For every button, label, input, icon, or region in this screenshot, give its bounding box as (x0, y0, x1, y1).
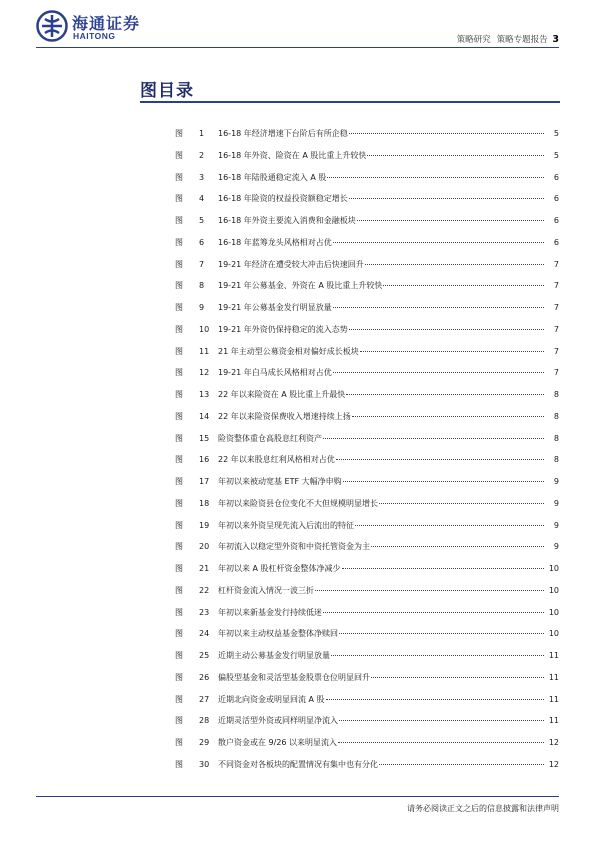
toc-entry-number: 19 (199, 520, 210, 530)
toc-entry-label: 图 (175, 716, 183, 726)
toc-entry-title: 年初以来外资呈现先流入后流出的特征 (218, 520, 354, 530)
toc-entry-label: 图 (175, 172, 183, 182)
toc-entry-title: 近期主动公募基金发行明显放量 (218, 651, 330, 660)
toc-entry-number: 4 (199, 194, 205, 204)
toc-entry[interactable] (175, 520, 559, 542)
toc-entry-label: 图 (175, 455, 183, 465)
toc-entry-title: 19-21 年公募基金、外资在 A 股比重上升较快 (218, 281, 383, 291)
toc-entry-label: 图 (175, 194, 183, 204)
toc-entry-label: 图 (175, 738, 183, 747)
toc-leader-dots (352, 416, 544, 417)
toc-leader-dots (357, 220, 544, 221)
toc-entry-title: 21 年主动型公募资金相对偏好成长板块 (218, 346, 359, 356)
toc-entry[interactable] (175, 302, 559, 324)
toc-entry[interactable] (175, 628, 559, 650)
toc-entry-title: 19-21 年经济在遭受较大冲击后快速回升 (218, 259, 364, 269)
toc-entry[interactable] (175, 454, 559, 476)
toc-entry-number: 20 (199, 542, 210, 552)
toc-entry-page: 7 (553, 324, 559, 334)
toc-entry[interactable] (175, 585, 559, 607)
toc-entry[interactable] (175, 237, 559, 259)
toc-entry[interactable] (175, 476, 559, 498)
toc-entry-page: 12 (548, 738, 559, 747)
toc-entry-number: 1 (199, 129, 205, 138)
page-header (0, 0, 595, 52)
toc-entry-number: 6 (199, 237, 205, 247)
logo-chinese-name: 海通证券 (72, 14, 141, 33)
toc-entry-number: 8 (199, 281, 205, 291)
toc-entry-page: 6 (553, 172, 559, 182)
toc-entry[interactable] (175, 563, 559, 585)
toc-leader-dots (371, 546, 544, 547)
toc-entry-number: 27 (199, 694, 210, 704)
toc-entry-title: 年初以来 A 股杠杆资金整体净减少 (218, 564, 341, 573)
toc-entry-title: 16-18 年经济增速下台阶后有所企稳 (218, 129, 348, 138)
company-logo (36, 10, 146, 46)
toc-leader-dots (349, 133, 544, 134)
toc-entry-title: 近期灵活型外资或同样明显净流入 (218, 716, 338, 726)
toc-leader-dots (339, 720, 544, 721)
toc-entry-number: 28 (199, 716, 210, 726)
toc-leader-dots (315, 590, 544, 591)
toc-entry-label: 图 (175, 216, 183, 225)
toc-leader-dots (371, 677, 544, 678)
toc-entry[interactable] (175, 541, 559, 563)
toc-entry-title: 不同资金对各板块的配置情况有集中也有分化 (218, 759, 378, 769)
toc-entry-page: 8 (553, 433, 559, 443)
toc-entry-label: 图 (175, 564, 183, 573)
toc-entry-number: 10 (199, 324, 210, 334)
haitong-logo-icon (36, 10, 68, 42)
toc-entry[interactable] (175, 694, 559, 716)
toc-entry-number: 21 (199, 564, 210, 573)
toc-entry-number: 9 (199, 303, 205, 312)
toc-leader-dots (323, 438, 544, 439)
toc-entry[interactable] (175, 172, 559, 194)
toc-leader-dots (326, 699, 544, 700)
toc-entry-number: 23 (199, 607, 210, 617)
toc-entry-number: 26 (199, 672, 210, 682)
toc-entry[interactable] (175, 433, 559, 455)
toc-entry-page: 9 (553, 520, 559, 530)
toc-entry-number: 30 (199, 759, 210, 769)
toc-entry-page: 6 (553, 216, 559, 225)
toc-entry-number: 18 (199, 498, 210, 508)
toc-entry[interactable] (175, 737, 559, 759)
toc-entry-number: 29 (199, 738, 210, 747)
toc-entry-title: 近期北向资金或明显回流 A 股 (218, 694, 325, 704)
toc-entry-page: 8 (553, 390, 559, 399)
toc-entry-label: 图 (175, 150, 183, 160)
toc-entry-page: 10 (548, 629, 559, 639)
toc-entry[interactable] (175, 215, 559, 237)
logo-english-name: HAITONG (73, 31, 116, 41)
toc-entry[interactable] (175, 259, 559, 281)
toc-entry-label: 图 (175, 651, 183, 660)
toc-entry-number: 14 (199, 411, 210, 421)
toc-entry[interactable] (175, 128, 559, 150)
toc-entry-label: 图 (175, 346, 183, 356)
toc-entry-label: 图 (175, 607, 183, 617)
toc-entry-label: 图 (175, 542, 183, 552)
toc-entry-number: 16 (199, 455, 210, 465)
title-divider (140, 101, 560, 103)
toc-entry-title: 年初以来险资县仓位变化不大但规模明显增长 (218, 498, 378, 508)
toc-entry-page: 12 (548, 759, 559, 769)
toc-entry-number: 15 (199, 433, 210, 443)
toc-entry-label: 图 (175, 281, 183, 291)
footer-divider (36, 796, 559, 797)
toc-entry-page: 9 (553, 542, 559, 552)
toc-entry-number: 7 (199, 259, 205, 269)
toc-entry-page: 5 (553, 129, 559, 138)
toc-entry-label: 图 (175, 411, 183, 421)
toc-entry-page: 11 (548, 672, 559, 682)
toc-leader-dots (355, 525, 544, 526)
toc-entry-title: 19-21 年公募基金发行明显放量 (218, 303, 332, 312)
toc-entry-page: 7 (553, 346, 559, 356)
toc-entry[interactable] (175, 672, 559, 694)
toc-entry-number: 12 (199, 368, 210, 378)
toc-entry-title: 16-18 年陆股通稳定流入 A 股 (218, 172, 327, 182)
toc-entry-page: 10 (548, 585, 559, 595)
toc-entry-number: 24 (199, 629, 210, 639)
toc-leader-dots (339, 633, 544, 634)
toc-entry[interactable] (175, 150, 559, 172)
toc-entry-page: 10 (548, 607, 559, 617)
toc-entry-title: 16-18 年外资、险资在 A 股比重上升较快 (218, 150, 367, 160)
toc-entry-page: 11 (548, 651, 559, 660)
toc-entry-title: 19-21 年白马成长风格相对占优 (218, 368, 332, 378)
page-title: 图目录 (140, 81, 194, 101)
toc-entry-number: 5 (199, 216, 205, 225)
toc-leader-dots (333, 372, 544, 373)
toc-entry-title: 年初以来被动宽基 ETF 大幅净申购 (218, 477, 342, 486)
toc-leader-dots (338, 742, 544, 743)
toc-entry-label: 图 (175, 477, 183, 486)
toc-entry-page: 5 (553, 150, 559, 160)
toc-entry[interactable] (175, 759, 559, 781)
toc-entry-title: 22 年以来股息红利风格相对占优 (218, 455, 335, 465)
toc-leader-dots (367, 155, 544, 156)
toc-entry-label: 图 (175, 368, 183, 378)
toc-entry-label: 图 (175, 433, 183, 443)
toc-entry[interactable] (175, 411, 559, 433)
report-type: 策略专题报告 (496, 35, 548, 45)
toc-entry-title: 16-18 年外资主要流入消费和金融板块 (218, 216, 356, 225)
toc-entry[interactable] (175, 193, 559, 215)
toc-entry-label: 图 (175, 694, 183, 704)
toc-entry-page: 9 (553, 477, 559, 486)
toc-entry[interactable] (175, 498, 559, 520)
toc-entry-page: 11 (548, 716, 559, 726)
toc-entry[interactable] (175, 607, 559, 629)
toc-entry-label: 图 (175, 585, 183, 595)
toc-entry[interactable] (175, 280, 559, 302)
toc-entry-title: 16-18 年险资的权益投资额稳定增长 (218, 194, 348, 204)
toc-leader-dots (333, 307, 544, 308)
toc-entry-label: 图 (175, 520, 183, 530)
toc-entry-number: 11 (199, 346, 210, 356)
toc-leader-dots (333, 242, 544, 243)
toc-entry-title: 19-21 年外资仍保持稳定的流入态势 (218, 324, 348, 334)
report-category: 策略研究 (456, 35, 491, 45)
toc-entry[interactable] (175, 367, 559, 389)
toc-leader-dots (379, 764, 544, 765)
figure-list (175, 128, 559, 781)
toc-entry-label: 图 (175, 498, 183, 508)
toc-entry-title: 险资整体重仓高股息红利资产 (218, 433, 322, 443)
toc-entry-title: 散户资金或在 9/26 以来明显流入 (218, 738, 338, 747)
toc-leader-dots (323, 612, 544, 613)
toc-entry-title: 年初以来新基金发行持续低迷 (218, 607, 322, 617)
toc-entry-title: 偏股型基金和灵活型基金股票仓位明显回升 (218, 672, 370, 682)
toc-entry-title: 16-18 年蓝筹龙头风格相对占优 (218, 237, 332, 247)
page-number: 3 (552, 34, 559, 45)
toc-leader-dots (349, 329, 544, 330)
toc-entry-page: 6 (553, 194, 559, 204)
toc-entry-label: 图 (175, 629, 183, 639)
toc-entry-label: 图 (175, 237, 183, 247)
toc-leader-dots (379, 503, 544, 504)
toc-entry-title: 22 年以来险资保费收入增速持续上扬 (218, 411, 351, 421)
footer-disclaimer: 请务必阅读正文之后的信息披露和法律声明 (407, 804, 559, 813)
toc-entry-number: 3 (199, 172, 205, 182)
toc-entry[interactable] (175, 650, 559, 672)
toc-entry-page: 7 (553, 259, 559, 269)
toc-entry-number: 13 (199, 390, 210, 399)
toc-entry-page: 7 (553, 303, 559, 312)
toc-entry-number: 22 (199, 585, 210, 595)
toc-entry-title: 年初以来主动权益基金整体净赎回 (218, 629, 338, 639)
toc-entry-number: 17 (199, 477, 210, 486)
toc-leader-dots (331, 655, 544, 656)
toc-entry-title: 年初流入以稳定型外资和中资托管资金为主 (218, 542, 370, 552)
toc-leader-dots (383, 285, 544, 286)
toc-entry-page: 7 (553, 368, 559, 378)
toc-entry[interactable] (175, 389, 559, 411)
toc-entry[interactable] (175, 324, 559, 346)
toc-entry-page: 8 (553, 455, 559, 465)
toc-entry-title: 22 年以来险资在 A 股比重上升最快 (218, 390, 346, 399)
toc-entry-page: 7 (553, 281, 559, 291)
toc-leader-dots (360, 351, 544, 352)
report-meta (457, 33, 559, 45)
toc-entry-label: 图 (175, 672, 183, 682)
toc-entry-page: 6 (553, 237, 559, 247)
toc-leader-dots (349, 198, 544, 199)
toc-entry-page: 11 (548, 694, 559, 704)
toc-leader-dots (365, 264, 544, 265)
toc-leader-dots (346, 394, 544, 395)
toc-leader-dots (336, 459, 544, 460)
toc-entry-title: 杠杆资金流入情况一波三折 (218, 585, 314, 595)
toc-entry-number: 2 (199, 150, 205, 160)
toc-entry-label: 图 (175, 324, 183, 334)
toc-entry-page: 10 (548, 564, 559, 573)
toc-entry-page: 9 (553, 498, 559, 508)
toc-entry-number: 25 (199, 651, 210, 660)
toc-entry-label: 图 (175, 129, 183, 138)
toc-entry-label: 图 (175, 759, 183, 769)
header-divider (36, 47, 559, 48)
toc-entry[interactable] (175, 346, 559, 368)
toc-leader-dots (327, 177, 544, 178)
toc-leader-dots (343, 481, 544, 482)
toc-entry-label: 图 (175, 303, 183, 312)
toc-entry-label: 图 (175, 259, 183, 269)
toc-entry-page: 8 (553, 411, 559, 421)
toc-leader-dots (342, 568, 544, 569)
toc-entry[interactable] (175, 715, 559, 737)
toc-entry-label: 图 (175, 390, 183, 399)
